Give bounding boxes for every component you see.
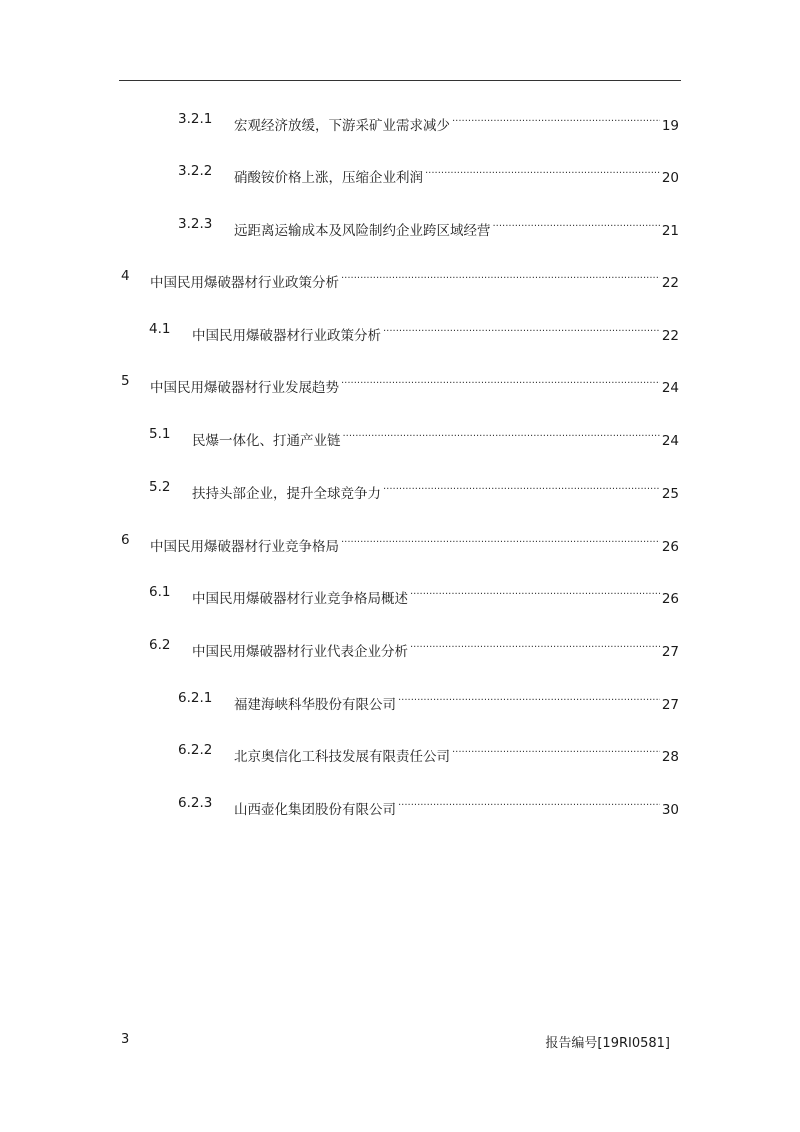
- toc-entry-number: 6.1: [149, 584, 171, 600]
- toc-entry-page: 27: [661, 697, 679, 713]
- toc-entry-page: 25: [661, 486, 679, 502]
- toc-entry-number: 4.1: [149, 321, 171, 337]
- toc-entry-4[interactable]: [0, 265, 800, 291]
- toc-entry-title: 中国民用爆破器材行业发展趋势: [150, 380, 339, 396]
- toc-entry-number: 4: [121, 268, 130, 284]
- dot-leader: [493, 213, 660, 235]
- toc-entry-page: 21: [661, 223, 679, 239]
- toc-entry-title: 民爆一体化、打通产业链: [192, 433, 341, 449]
- dot-leader: [341, 529, 660, 551]
- toc-entry-title: 扶持头部企业，提升全球竞争力: [192, 486, 381, 502]
- toc-entry-title: 中国民用爆破器材行业代表企业分析: [192, 644, 408, 660]
- toc-entry-page: 24: [661, 433, 679, 449]
- toc-entry-title: 中国民用爆破器材行业政策分析: [150, 275, 339, 291]
- toc-entry-number: 5.2: [149, 479, 171, 495]
- toc-entry-3-2-2[interactable]: [0, 160, 800, 186]
- toc-entry-page: 27: [661, 644, 679, 660]
- toc-entry-title: 北京奥信化工科技发展有限责任公司: [234, 749, 450, 765]
- toc-entry-number: 5.1: [149, 426, 171, 442]
- dot-leader: [343, 423, 660, 445]
- toc-entry-number: 6: [121, 532, 130, 548]
- dot-leader: [341, 265, 660, 287]
- toc-entry-5-2[interactable]: [0, 476, 800, 502]
- dot-leader: [452, 739, 660, 761]
- toc-entry-3-2-1[interactable]: [0, 108, 800, 134]
- toc-entry-page: 30: [661, 802, 679, 818]
- toc-entry-6-1[interactable]: [0, 581, 800, 607]
- toc-entry-6[interactable]: [0, 529, 800, 555]
- toc-entry-number: 3.2.3: [178, 216, 213, 232]
- toc-entry-number: 6.2.3: [178, 795, 213, 811]
- toc-entry-title: 远距离运输成本及风险制约企业跨区域经营: [234, 223, 491, 239]
- toc-entry-number: 5: [121, 373, 130, 389]
- toc-entry-title: 宏观经济放缓，下游采矿业需求减少: [234, 118, 450, 134]
- toc-entry-title: 山西壶化集团股份有限公司: [234, 802, 396, 818]
- toc-entry-number: 6.2: [149, 637, 171, 653]
- toc-entry-page: 22: [661, 328, 679, 344]
- toc-entry-6-2-1[interactable]: [0, 687, 800, 713]
- toc-entry-6-2[interactable]: [0, 634, 800, 660]
- footer-report-id: 报告编号[19RI0581]: [545, 1036, 670, 1051]
- toc-entry-title: 硝酸铵价格上涨，压缩企业利润: [234, 170, 423, 186]
- toc-entry-6-2-3[interactable]: [0, 792, 800, 818]
- toc-entry-page: 20: [661, 170, 679, 186]
- toc-entry-title: 中国民用爆破器材行业竞争格局: [150, 539, 339, 555]
- dot-leader: [341, 370, 660, 392]
- toc-entry-6-2-2[interactable]: [0, 739, 800, 765]
- toc-entry-number: 3.2.2: [178, 163, 213, 179]
- toc-entry-number: 3.2.1: [178, 111, 213, 127]
- dot-leader: [410, 581, 660, 603]
- dot-leader: [383, 318, 660, 340]
- toc-entry-title: 中国民用爆破器材行业政策分析: [192, 328, 381, 344]
- toc-entry-title: 中国民用爆破器材行业竞争格局概述: [192, 591, 408, 607]
- dot-leader: [398, 792, 660, 814]
- toc-entry-number: 6.2.2: [178, 742, 213, 758]
- toc-entry-5[interactable]: [0, 370, 800, 396]
- toc-entry-page: 19: [661, 118, 679, 134]
- toc-entry-3-2-3[interactable]: [0, 213, 800, 239]
- dot-leader: [383, 476, 660, 498]
- dot-leader: [452, 108, 660, 130]
- toc-entry-page: 24: [661, 380, 679, 396]
- toc-entry-4-1[interactable]: [0, 318, 800, 344]
- dot-leader: [425, 160, 660, 182]
- toc-entry-page: 22: [661, 275, 679, 291]
- footer-page-number: 3: [121, 1032, 130, 1047]
- toc-entry-5-1[interactable]: [0, 423, 800, 449]
- toc-entry-page: 26: [661, 539, 679, 555]
- toc-entry-number: 6.2.1: [178, 690, 213, 706]
- dot-leader: [410, 634, 660, 656]
- toc-entry-page: 28: [661, 749, 679, 765]
- toc-entry-page: 26: [661, 591, 679, 607]
- dot-leader: [398, 687, 660, 709]
- toc-entry-title: 福建海峡科华股份有限公司: [234, 697, 396, 713]
